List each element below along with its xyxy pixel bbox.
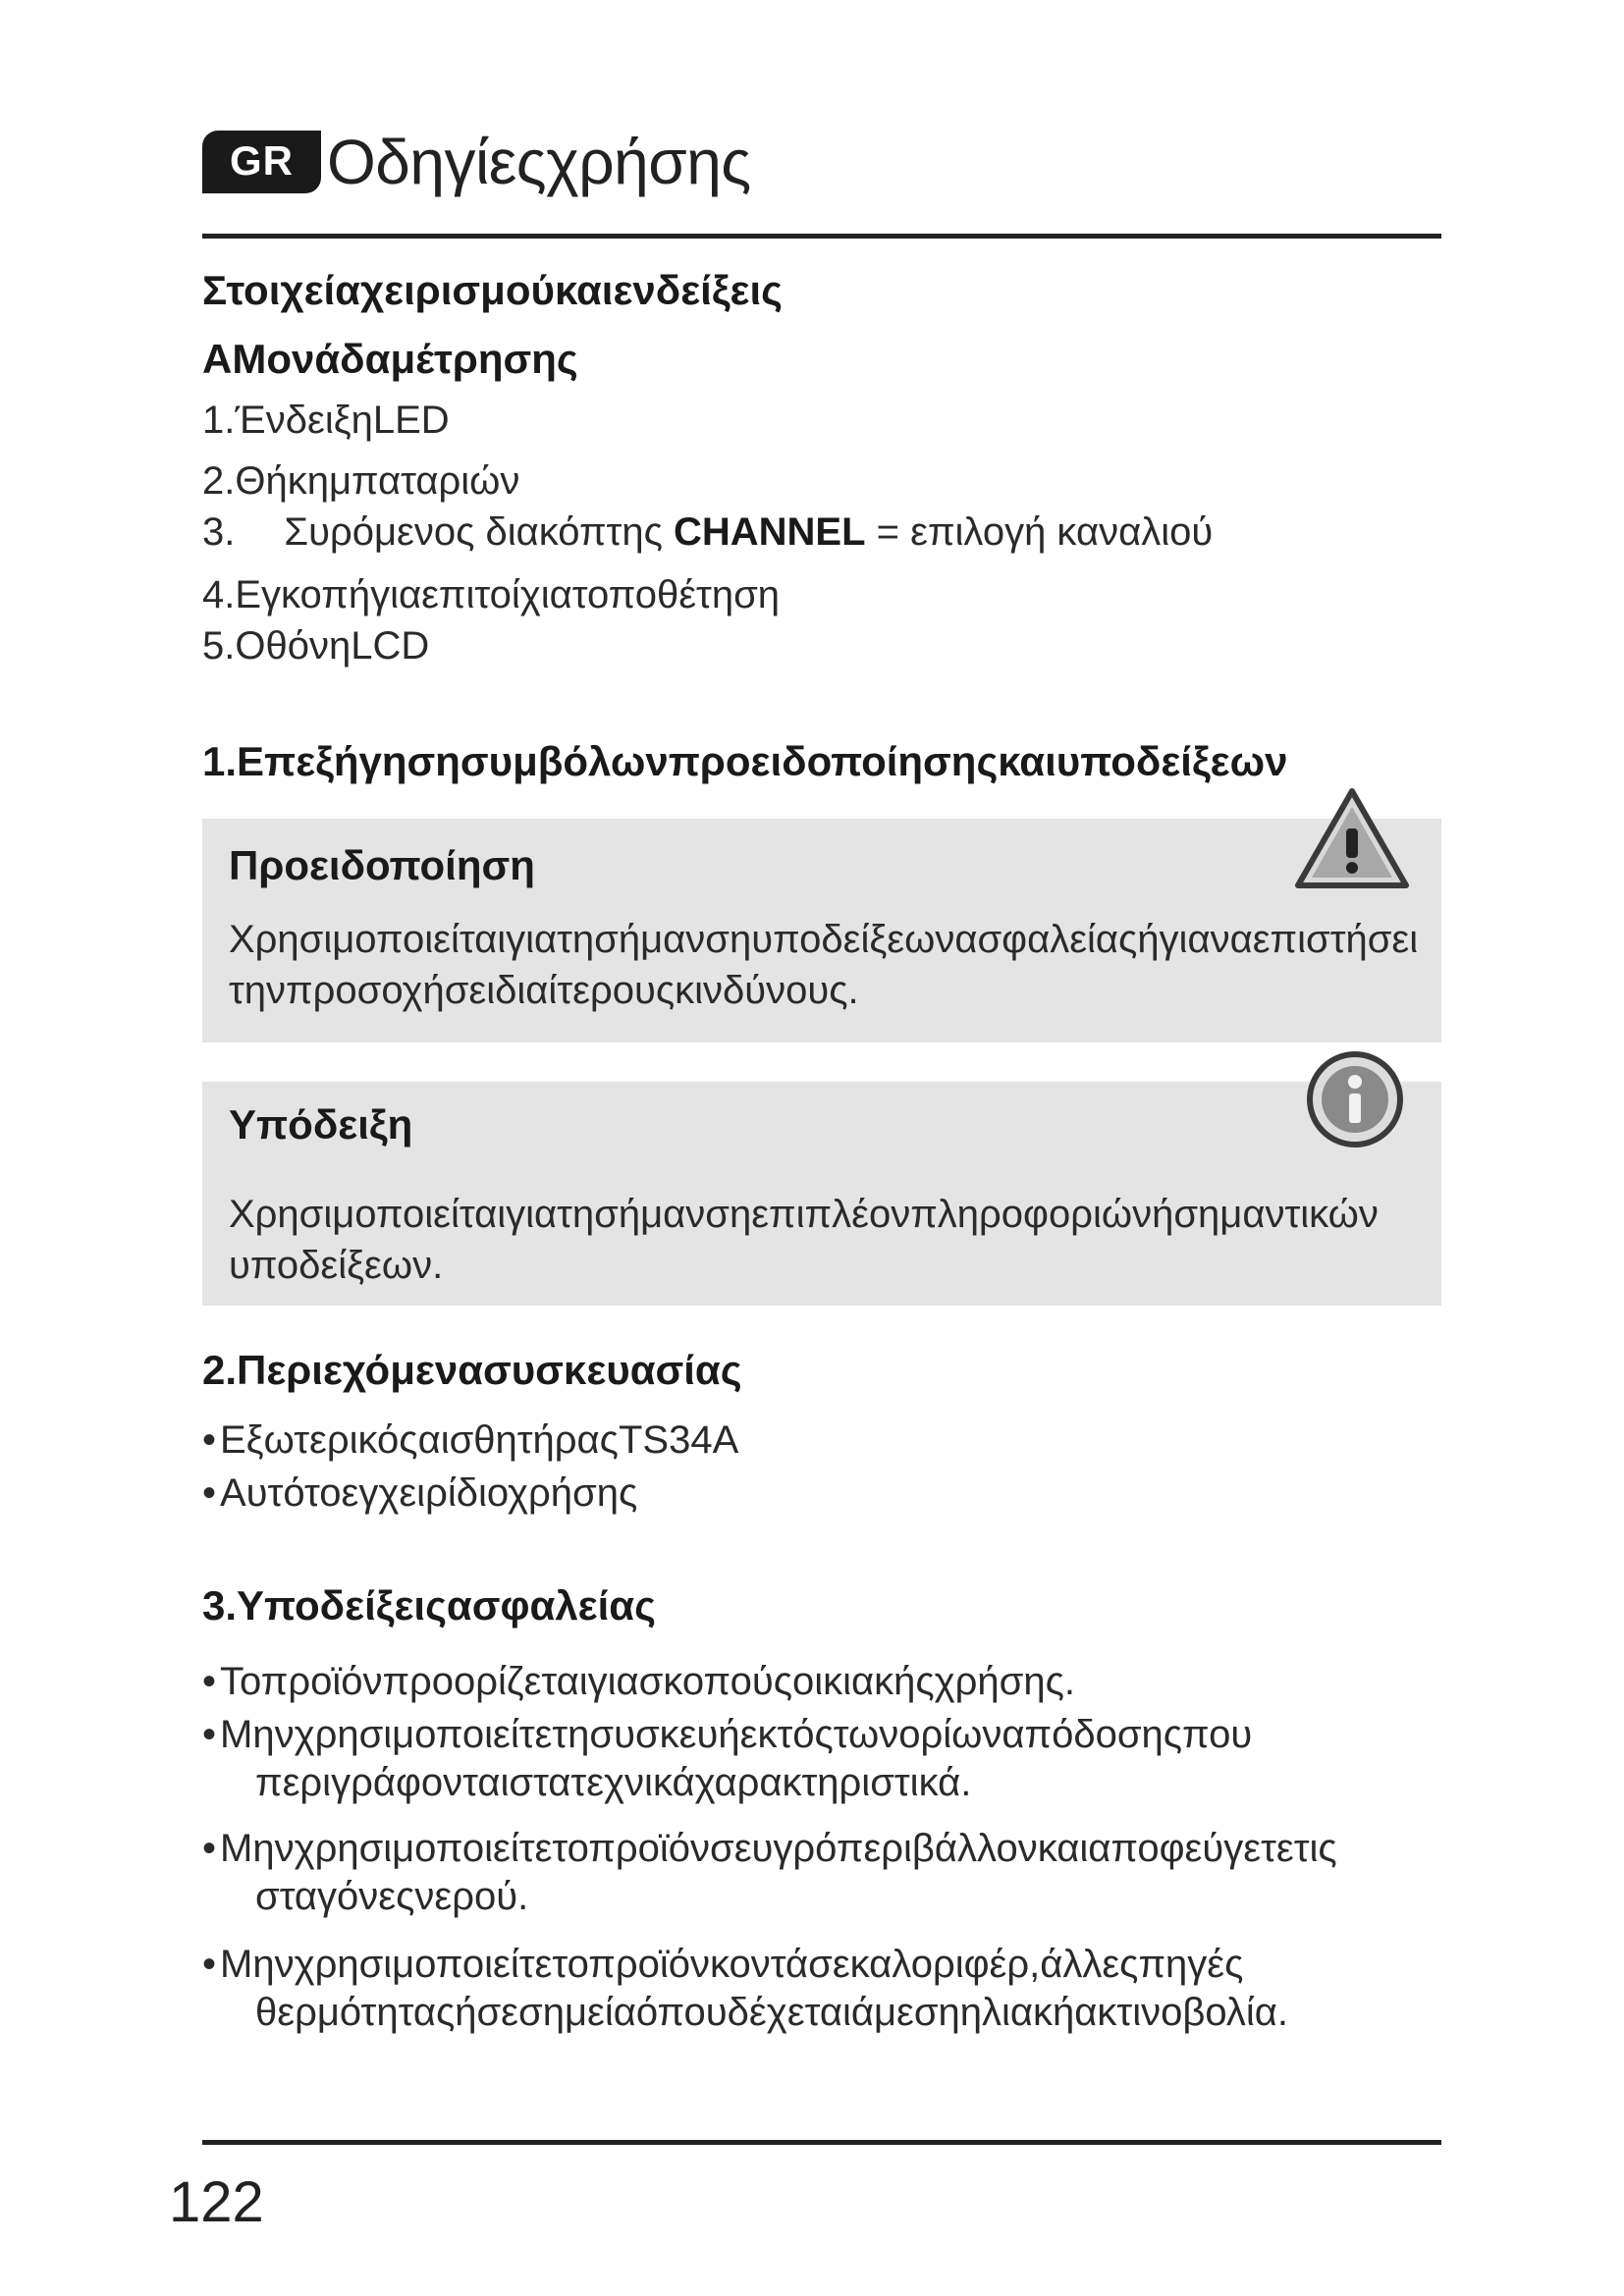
bullet-icon: •: [202, 1827, 217, 1870]
page-header: [202, 126, 751, 198]
control-item-1: 1.ΈνδειξηLED: [202, 399, 450, 442]
control-item-5: 5.ΟθόνηLCD: [202, 624, 430, 667]
control-item-4: 4.Εγκοπήγιαεπιτοίχιατοποθέτηση: [202, 573, 781, 616]
safety-item-continuation: περιγράφονταιστατεχνικάχαρακτηριστικά.: [255, 1761, 972, 1804]
section2-heading: 2.Περιεχόμενασυσκευασίας: [202, 1347, 742, 1393]
warning-triangle-icon: [1294, 787, 1410, 889]
safety-item-text: Τοπροϊόνπροορίζεταιγιασκοπούςοικιακήςχρήσης.: [220, 1660, 1075, 1703]
safety-item-text: Μηνχρησιμοποιείτετησυσκευήεκτόςτωνορίωναπόδοσηςπου: [220, 1713, 1253, 1756]
controls-heading: Στοιχείαχειρισμούκαιενδείξεις: [202, 267, 783, 313]
package-item-text: ΕξωτερικόςαισθητήραςTS34A: [220, 1418, 739, 1462]
note-text-line-2: υποδείξεων.: [229, 1244, 444, 1287]
warning-box: [202, 819, 1441, 1042]
bullet-icon: •: [202, 1471, 217, 1515]
safety-item: [202, 1824, 1337, 1873]
controls-subheading: ΑΜονάδαμέτρησης: [202, 336, 578, 382]
package-item: [202, 1415, 738, 1465]
safety-item-continuation: θερμότηταςήσεσημείαόπουδέχεταιάμεσηηλιακήακτινοβολία.: [255, 1991, 1288, 2034]
control-item-3: [202, 510, 1213, 555]
footer-rule: [202, 2140, 1441, 2145]
safety-item-text: Μηνχρησιμοποιείτετοπροϊόνκοντάσεκαλοριφέρ,άλλεςπηγές: [220, 1943, 1244, 1986]
bullet-icon: •: [202, 1713, 217, 1756]
note-box: [202, 1082, 1441, 1306]
bullet-icon: •: [202, 1418, 217, 1462]
language-badge: GR: [202, 131, 321, 193]
control-item-2: 2.Θήκημπαταριών: [202, 459, 520, 503]
control-item-3-number: 3.: [202, 510, 236, 554]
header-title: Οδηγίεςχρήσης: [327, 127, 751, 197]
note-text-line-1: Χρησιμοποιείταιγιατησήμανσηεπιπλέονπληροφοριώνήσημαντικών: [229, 1193, 1379, 1236]
page-number: 122: [169, 2170, 264, 2234]
safety-item: [202, 1710, 1252, 1759]
bullet-icon: •: [202, 1660, 217, 1703]
safety-item-text: Μηνχρησιμοποιείτετοπροϊόνσευγρόπεριβάλλονκαιαποφεύγετετις: [220, 1827, 1337, 1870]
control-item-3-bold: CHANNEL: [673, 510, 866, 554]
safety-item: [202, 1657, 1075, 1706]
section3-heading: 3.Υποδείξειςασφαλείας: [202, 1582, 656, 1629]
header-rule: [202, 234, 1441, 239]
control-item-3-text-before: Συρόμενος διακόπτης: [284, 510, 674, 554]
warning-text-line-2: τηνπροσοχήσειδιαίτερουςκινδύνους.: [229, 969, 859, 1012]
warning-text-line-1: Χρησιμοποιείταιγιατησήμανσηυποδείξεωνασφαλείαςήγιαναεπιστήσει: [229, 918, 1419, 961]
package-item-text: Αυτότοεγχειρίδιοχρήσης: [220, 1471, 638, 1515]
safety-item-continuation: σταγόνεςνερού.: [255, 1875, 529, 1918]
info-circle-icon: [1306, 1050, 1404, 1148]
package-item: [202, 1468, 637, 1518]
note-title: Υπόδειξη: [229, 1101, 413, 1148]
control-item-3-text-after: = επιλογή καναλιού: [865, 510, 1214, 554]
section1-heading: 1.Επεξήγησησυμβόλωνπροειδοποίησηςκαιυποδείξεων: [202, 738, 1288, 784]
bullet-icon: •: [202, 1943, 217, 1986]
safety-item: [202, 1940, 1243, 1989]
warning-title: Προειδοποίηση: [229, 842, 535, 888]
